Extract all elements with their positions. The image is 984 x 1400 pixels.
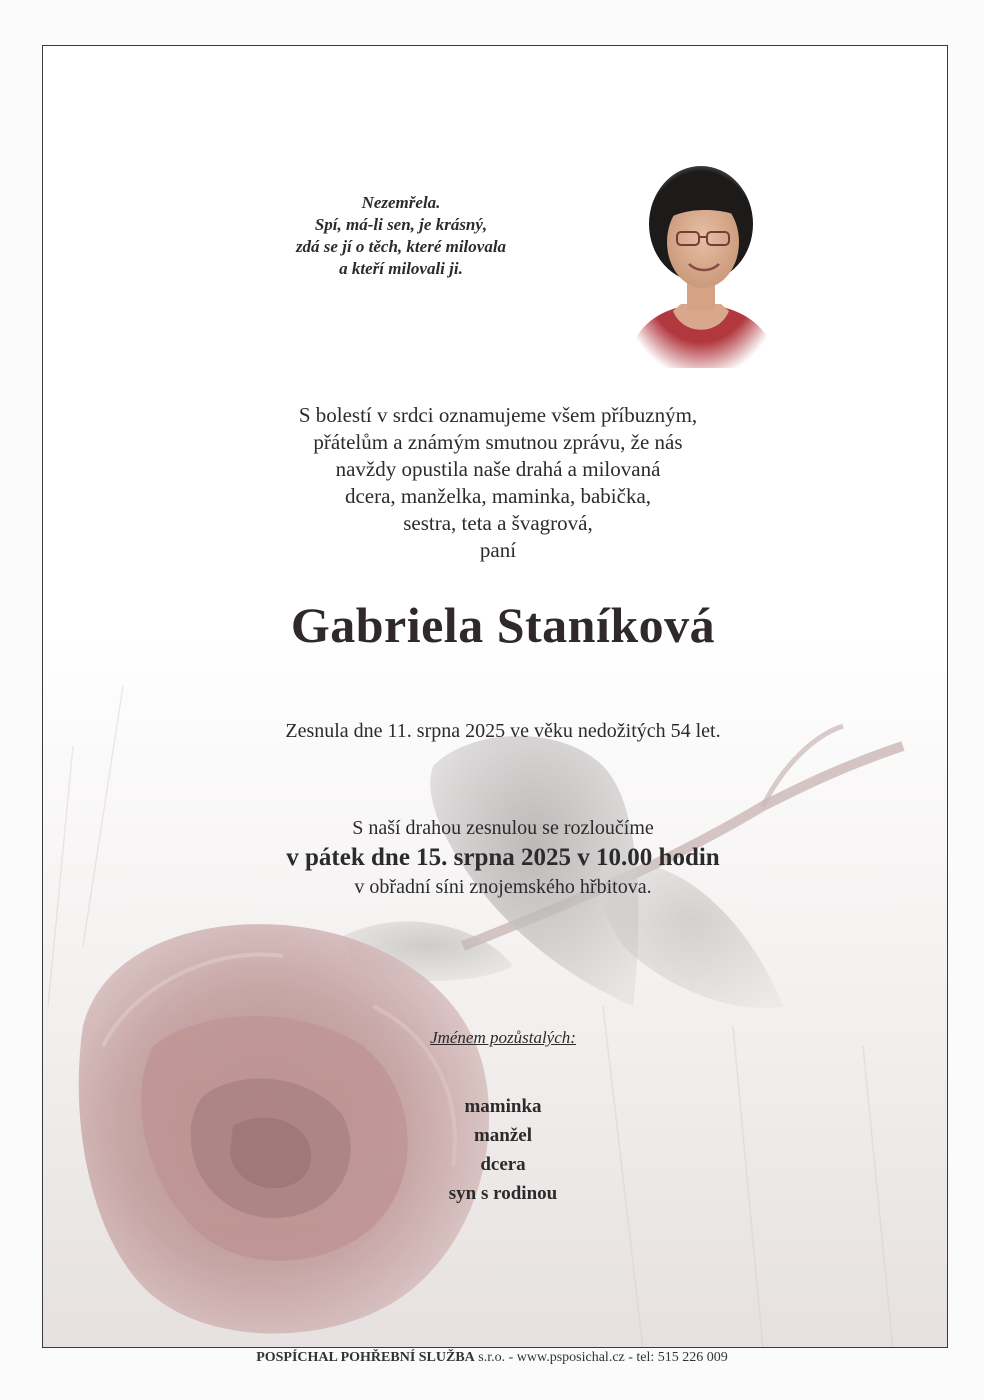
motto-line: Spí, má-li sen, je krásný, <box>314 215 488 234</box>
announcement-text <box>173 402 823 564</box>
mourner-item: maminka <box>464 1096 542 1117</box>
death-notice: Zesnula dne 11. srpna 2025 ve věku nedožitých 54 let. <box>285 720 721 742</box>
announcement-line: navždy opustila naše drahá a milovaná <box>335 457 661 481</box>
farewell-place: v obřadní síni znojemského hřbitova. <box>354 876 652 898</box>
motto-line: zdá se jí o těch, které milovala <box>295 237 507 256</box>
motto-line: Nezemřela. <box>361 193 441 212</box>
announcement-line: sestra, teta a švagrová, <box>403 511 593 535</box>
announcement-line: dcera, manželka, maminka, babička, <box>344 484 652 508</box>
announcement-line: přátelům a známým smutnou zprávu, že nás <box>313 430 683 454</box>
announcement-line: S bolestí v srdci oznamujeme všem příbuzným, <box>298 403 698 427</box>
motto-line: a kteří milovali ji. <box>339 259 463 278</box>
farewell-date-time: v pátek dne 15. srpna 2025 v 10.00 hodin <box>286 844 720 871</box>
mourner-item: dcera <box>480 1154 526 1175</box>
funeral-service-name: POSPÍCHAL POHŘEBNÍ SLUŽBA <box>256 1350 475 1365</box>
deceased-name: Gabriela Staníková <box>290 597 716 653</box>
deceased-portrait-photo <box>621 146 781 368</box>
mourners-list <box>343 1092 663 1208</box>
funeral-service-contact: s.r.o. - www.psposichal.cz - tel: 515 226 009 <box>474 1350 728 1365</box>
farewell-ceremony <box>143 814 863 902</box>
farewell-intro: S naší drahou zesnulou se rozloučíme <box>352 817 654 839</box>
mourner-item: syn s rodinou <box>448 1183 558 1204</box>
obituary-frame <box>42 45 948 1348</box>
mourner-item: manžel <box>473 1125 533 1146</box>
announcement-line: paní <box>479 538 517 562</box>
mourners-heading: Jménem pozůstalých: <box>430 1028 576 1047</box>
memorial-motto <box>271 192 531 280</box>
funeral-service-footer <box>0 1350 984 1366</box>
